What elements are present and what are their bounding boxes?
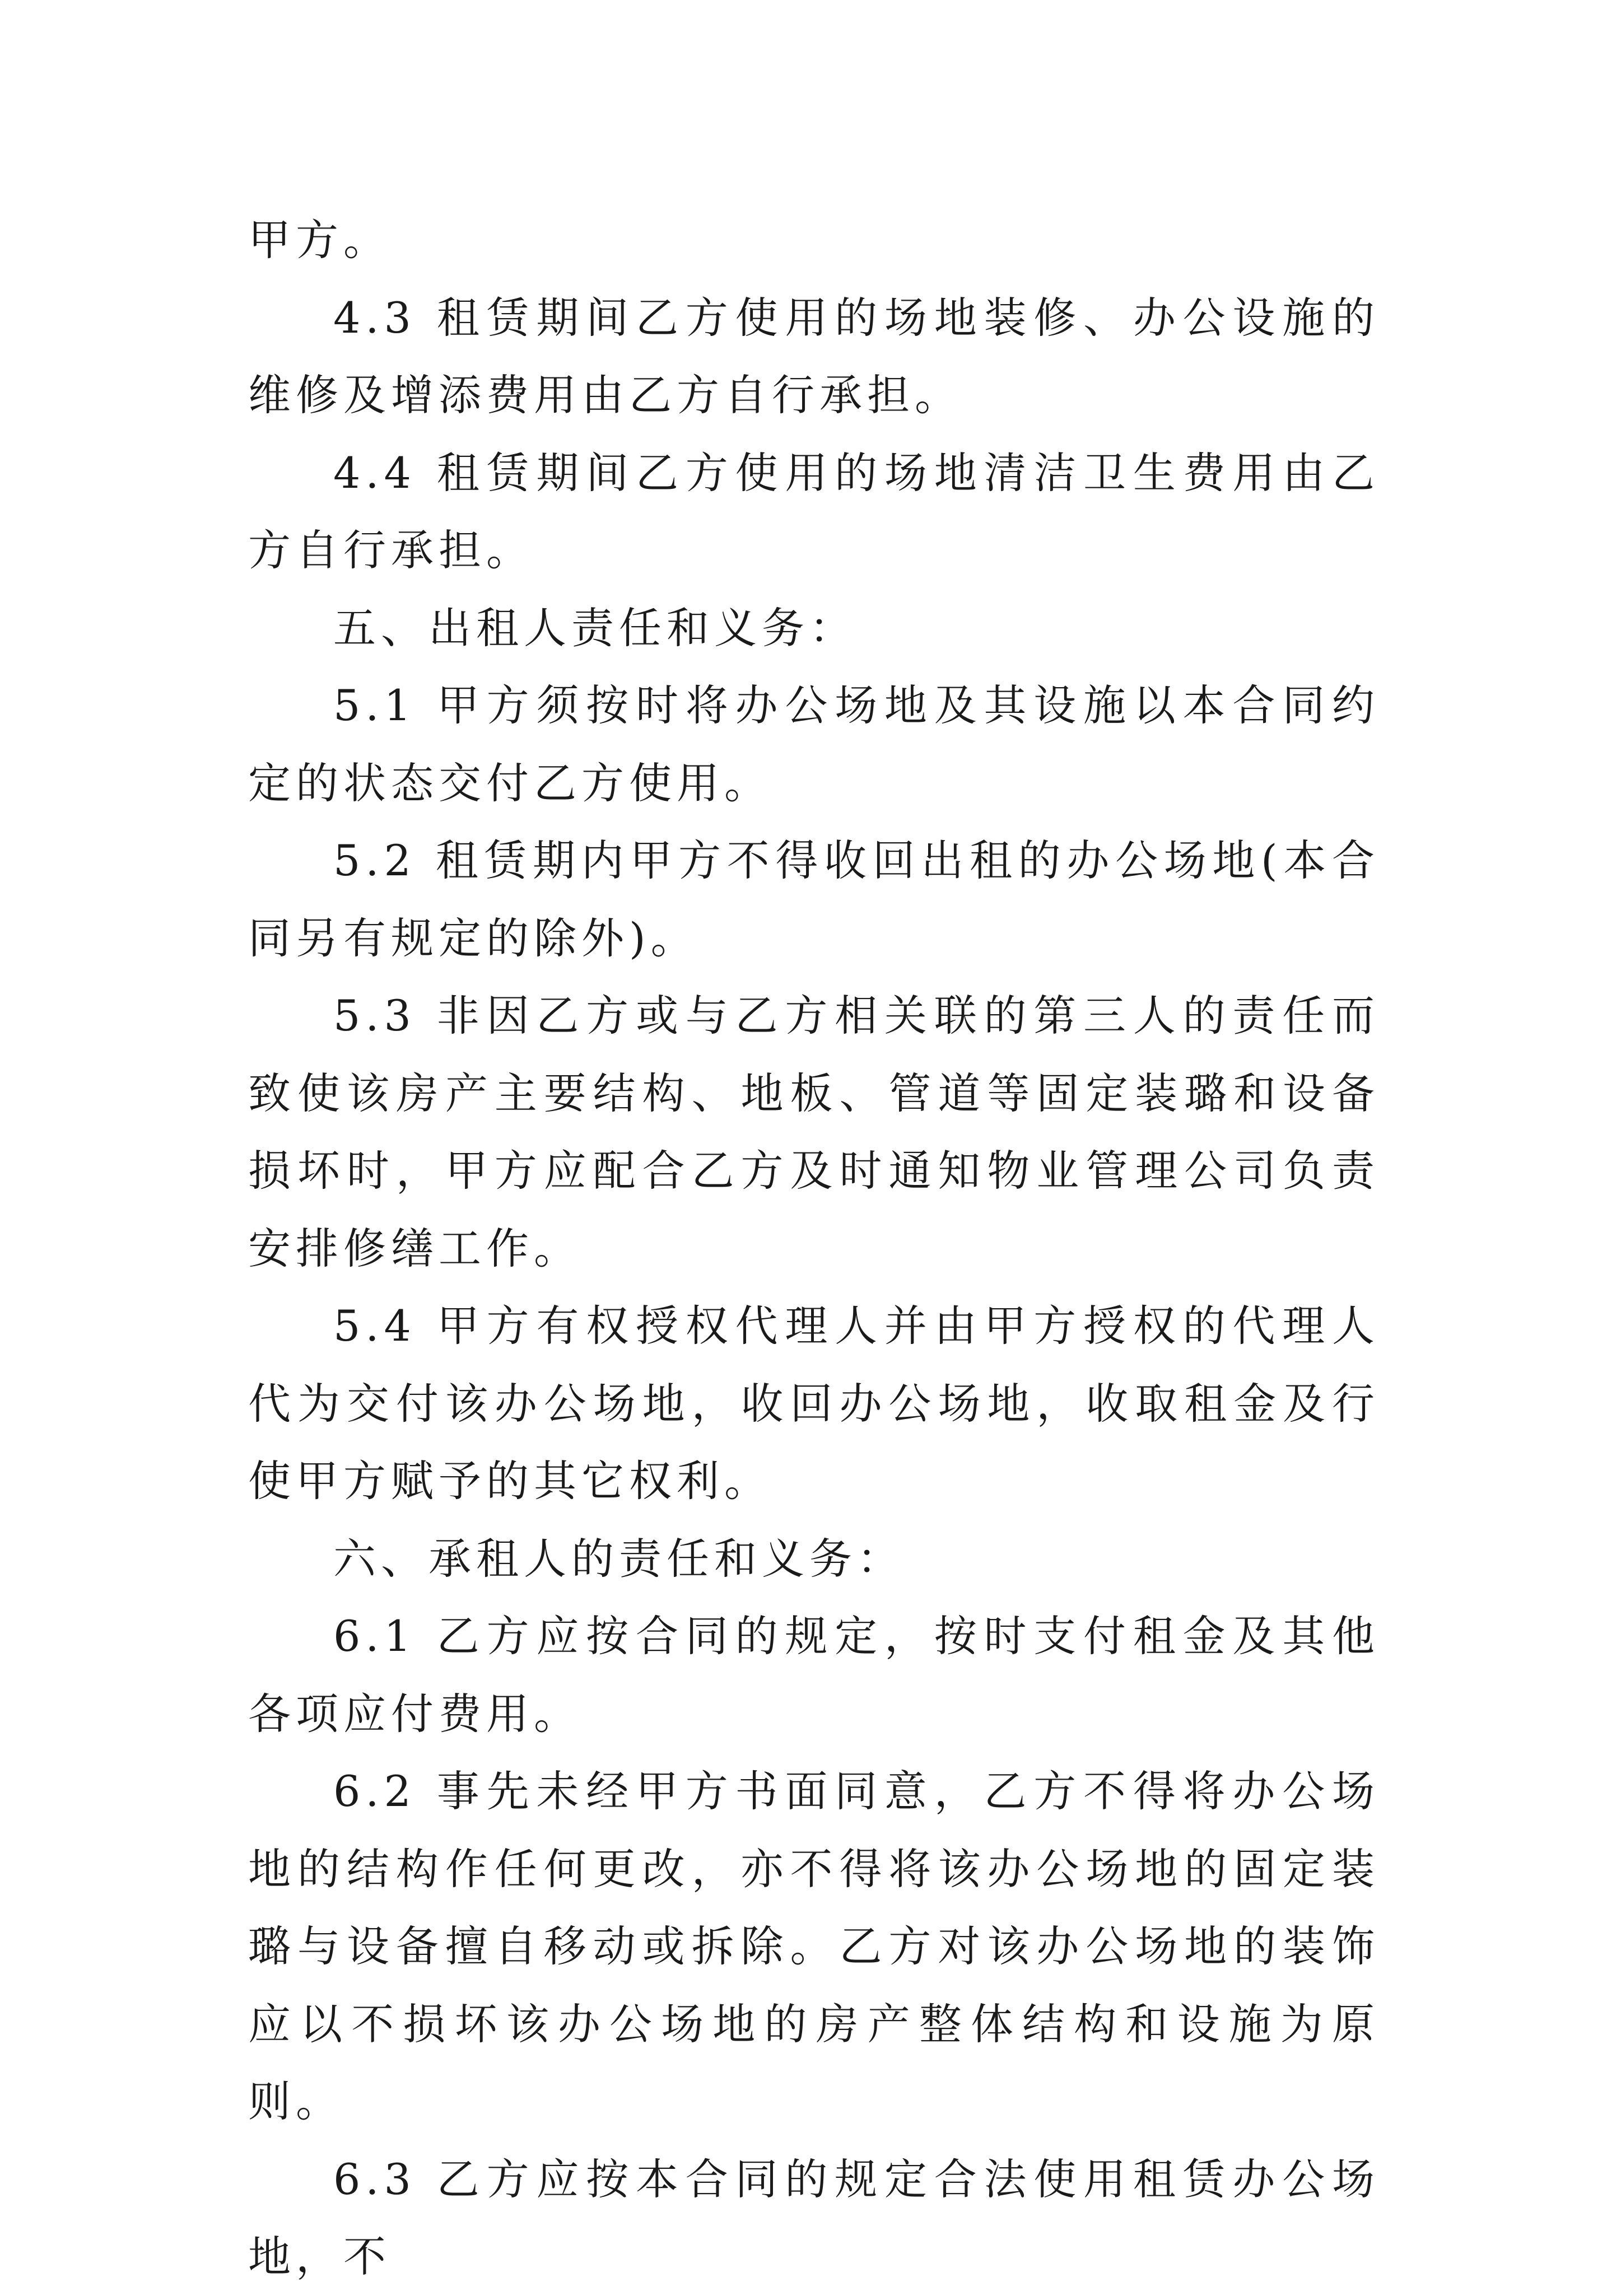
clause-4-4: 4.4 租赁期间乙方使用的场地清洁卫生费用由乙方自行承担。: [248, 447, 1380, 575]
clause-5-3: 5.3 非因乙方或与乙方相关联的第三人的责任而致使该房产主要结构、地板、管道等固定装璐和设备损坏时，甲方应配合乙方及时通知物业管理公司负责安排修缮工作。: [248, 991, 1380, 1273]
contract-body: [248, 202, 1380, 2296]
clause-6-2: 6.2 事先未经甲方书面同意，乙方不得将办公场地的结构作任何更改，亦不得将该办公场地的固定装璐与设备擅自移动或拆除。乙方对该办公场地的装饰应以不损坏该办公场地的房产整体结构和设施为原则。: [248, 1766, 1380, 2126]
clause-6-1: 6.1 乙方应按合同的规定，按时支付租金及其他各项应付费用。: [248, 1611, 1380, 1739]
section-heading-lessee-duties: 六、承租人的责任和义务：: [333, 1533, 905, 1584]
clause-6-3: 6.3 乙方应按本合同的规定合法使用租赁办公场地，不: [248, 2154, 1380, 2281]
clause-5-4: 5.4 甲方有权授权代理人并由甲方授权的代理人代为交付该办公场地，收回办公场地，收取租金及行使甲方赋予的其它权利。: [248, 1301, 1380, 1506]
clause-5-2: 5.2 租赁期内甲方不得收回出租的办公场地(本合同另有规定的除外)。: [248, 836, 1380, 963]
clause-5-1: 5.1 甲方须按时将办公场地及其设施以本合同约定的状态交付乙方使用。: [248, 680, 1380, 808]
section-heading-lessor-duties: 五、出租人责任和义务：: [333, 603, 857, 653]
paragraph-continuation: 甲方。: [248, 215, 391, 265]
clause-4-3: 4.3 租赁期间乙方使用的场地装修、办公设施的维修及增添费用由乙方自行承担。: [248, 292, 1380, 420]
